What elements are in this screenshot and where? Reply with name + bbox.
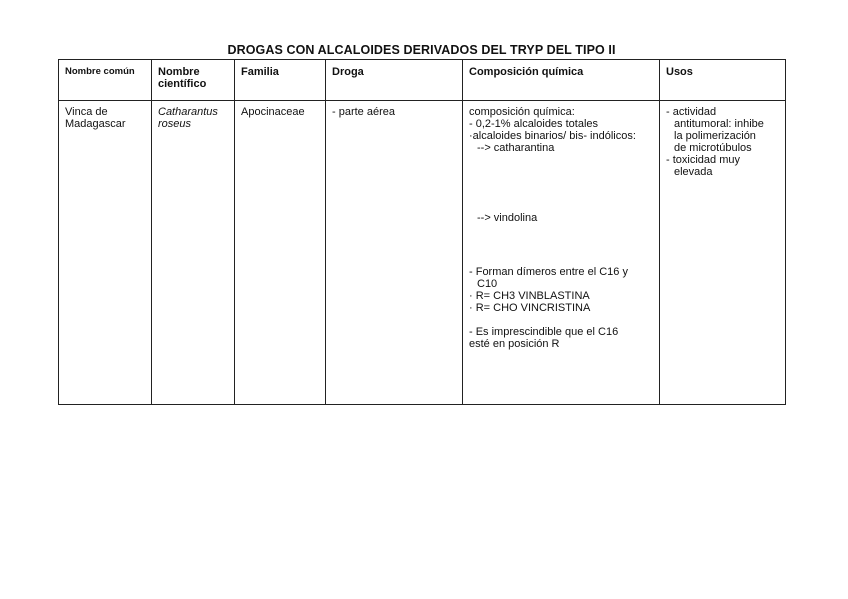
composicion-line: --> vindolina [477, 212, 538, 224]
composicion-line: · R= CHO VINCRISTINA [469, 302, 591, 314]
composicion-line: C10 [477, 278, 498, 290]
header-row [59, 60, 786, 101]
usos-line: elevada [674, 166, 713, 178]
usos-line: la polimerización [674, 130, 756, 142]
usos-line: antitumoral: inhibe [674, 118, 764, 130]
cell-familia [235, 101, 326, 405]
header-droga: Droga [326, 60, 463, 101]
header-usos: Usos [660, 60, 786, 101]
usos-line: - actividad [666, 106, 717, 118]
composicion-line: --> catharantina [477, 142, 555, 154]
header-composicion: Composición química [463, 60, 660, 101]
composicion-line: esté en posición R [469, 338, 560, 350]
usos-line: de microtúbulos [674, 142, 752, 154]
cell-droga [326, 101, 463, 405]
drug-table [58, 59, 786, 405]
cell-usos [660, 101, 786, 405]
cell-composicion [463, 101, 660, 405]
composicion-line: composición química: [469, 106, 575, 118]
composicion-line: - Forman dímeros entre el C16 y [469, 266, 628, 278]
usos-line: - toxicidad muy [666, 154, 740, 166]
header-familia: Familia [235, 60, 326, 101]
familia-text: Apocinaceae [241, 106, 305, 118]
header-nombre-comun: Nombre común [59, 60, 152, 101]
composicion-line: - Es imprescindible que el C16 [469, 326, 619, 338]
composicion-line: - 0,2-1% alcaloides totales [469, 118, 599, 130]
table-row [59, 101, 786, 405]
composicion-line: ·alcaloides binarios/ bis- indólicos: [469, 130, 636, 142]
droga-text: - parte aérea [332, 106, 395, 118]
nombre-comun-text: Vinca de Madagascar [65, 106, 126, 130]
cell-nombre-cientifico [152, 101, 235, 405]
document-title: DROGAS CON ALCALOIDES DERIVADOS DEL TRYP DEL TIPO II [227, 43, 616, 57]
cell-nombre-comun [59, 101, 152, 405]
header-nombre-cientifico: Nombre científico [152, 60, 235, 101]
nombre-cientifico-text: Catharantus roseus [158, 106, 218, 130]
composicion-line: · R= CH3 VINBLASTINA [469, 290, 590, 302]
